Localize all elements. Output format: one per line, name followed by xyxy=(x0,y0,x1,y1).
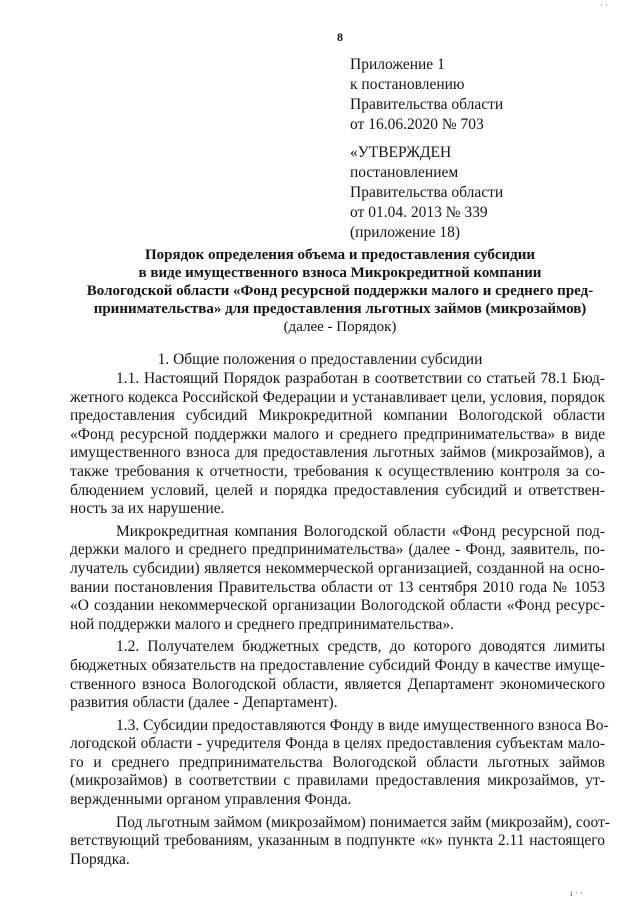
paragraph-line: блюдением условий, целей и порядка предоставления субсидий и ответствен- xyxy=(70,481,605,499)
paragraph-line: 1.1. Настоящий Порядок разработан в соответствии со статьей 78.1 Бюд- xyxy=(116,370,605,387)
paragraph-line: (микрозаймов) в соответствии с правилами предоставления микрозаймов, ут- xyxy=(70,772,605,790)
approval-line: постановлением xyxy=(350,164,459,181)
paragraph-line: 1.3. Субсидии предоставляются Фонду в виде имущественного взноса Во- xyxy=(116,716,609,734)
paragraph xyxy=(70,716,609,810)
scan-artifact: · · xyxy=(600,0,609,10)
paragraph-line: вержденными органом управления Фонда. xyxy=(70,791,352,809)
paragraph-line: жетного кодекса Российской Федерации и устанавливает цели, условия, порядок xyxy=(70,388,605,406)
approval-line: от 01.04. 2013 № 339 xyxy=(350,204,488,221)
title-line: Вологодской области «Фонд ресурсной поддержки малого и среднего пред- xyxy=(86,283,594,299)
paragraph-line: Под льготным займом (микрозаймом) понимается займ (микрозайм), соот- xyxy=(116,813,611,831)
paragraph-line: держки малого и среднего предпринимательства» (далее - Фонд, заявитель, по- xyxy=(70,541,605,559)
paragraph-line: Микрокредитная компания Вологодской области «Фонд ресурсной под- xyxy=(116,522,605,540)
appendix-line: Правительства области xyxy=(350,96,504,113)
paragraph-line: 1.2. Получателем бюджетных средств, до которого доводятся лимиты xyxy=(116,638,605,656)
paragraph-line: ветствующий требованиям, указанным в подпункте «к» пункта 2.11 настоящего xyxy=(70,832,605,850)
paragraph xyxy=(70,638,605,712)
body-text xyxy=(70,370,611,869)
paragraph xyxy=(70,370,605,519)
approval-line: «УТВЕРЖДЕН xyxy=(350,144,452,161)
title-line: принимательства» для предоставления льготных займов (микрозаймов) xyxy=(93,301,587,317)
paragraph-line: го и среднего предпринимательства Вологодской области льготных займов xyxy=(70,753,605,771)
approval-line: (приложение 18) xyxy=(350,224,460,241)
approval-line: Правительства области xyxy=(350,184,504,201)
paragraph-line: также требования к отчетности, требования к осуществлению контроля за со- xyxy=(70,462,605,480)
paragraph-line: вании постановления Правительства области от 13 сентября 2010 года № 1053 xyxy=(70,578,605,596)
title-note: (далее - Порядок) xyxy=(283,319,397,335)
title-line: в виде имущественного взноса Микрокредитной компании xyxy=(138,265,542,281)
appendix-block xyxy=(350,55,503,135)
appendix-line: от 16.06.2020 № 703 xyxy=(350,116,484,133)
paragraph-line: «Фонд ресурсной поддержки малого и среднего предпринимательства» в виде xyxy=(70,425,605,443)
appendix-line: Приложение 1 xyxy=(350,56,445,73)
paragraph-line: логодской области - учредителя Фонда в целях предоставления субъектам мало- xyxy=(70,735,605,753)
paragraph-line: ность за их нарушение. xyxy=(70,500,225,518)
paragraph-line: «О создании некоммерческой организации Вологодской области «Фонд ресурс- xyxy=(70,597,605,615)
appendix-line: к постановлению xyxy=(350,76,465,93)
paragraph-line: имущественного взноса для предоставления льготных займов (микрозаймов), а xyxy=(70,444,605,462)
page-number: 8 xyxy=(337,30,343,44)
paragraph xyxy=(70,523,605,635)
paragraph-line: развития области (далее - Департамент). xyxy=(70,694,338,712)
section-heading: 1. Общие положения о предоставлении субсидии xyxy=(157,351,483,368)
document-title xyxy=(70,246,610,336)
paragraph-line: предоставления субсидий Микрокредитной компании Вологодской области xyxy=(70,407,605,425)
paragraph xyxy=(70,813,611,870)
scan-artifact: ı · · xyxy=(570,888,583,898)
paragraph-line: ственного взноса Вологодской области, является Департамент экономического xyxy=(70,675,605,693)
paragraph-line: ной поддержки малого и среднего предпринимательства». xyxy=(70,615,455,633)
paragraph-line: бюджетных обязательств на предоставление субсидий Фонду в качестве имуще- xyxy=(70,656,605,674)
paragraph-line: Порядка. xyxy=(70,850,130,868)
paragraph-line: лучатель субсидии) является некоммерческой организацией, созданной на осно- xyxy=(70,559,605,577)
approval-block xyxy=(350,143,503,243)
title-line: Порядок определения объема и предоставления субсидии xyxy=(144,247,536,263)
